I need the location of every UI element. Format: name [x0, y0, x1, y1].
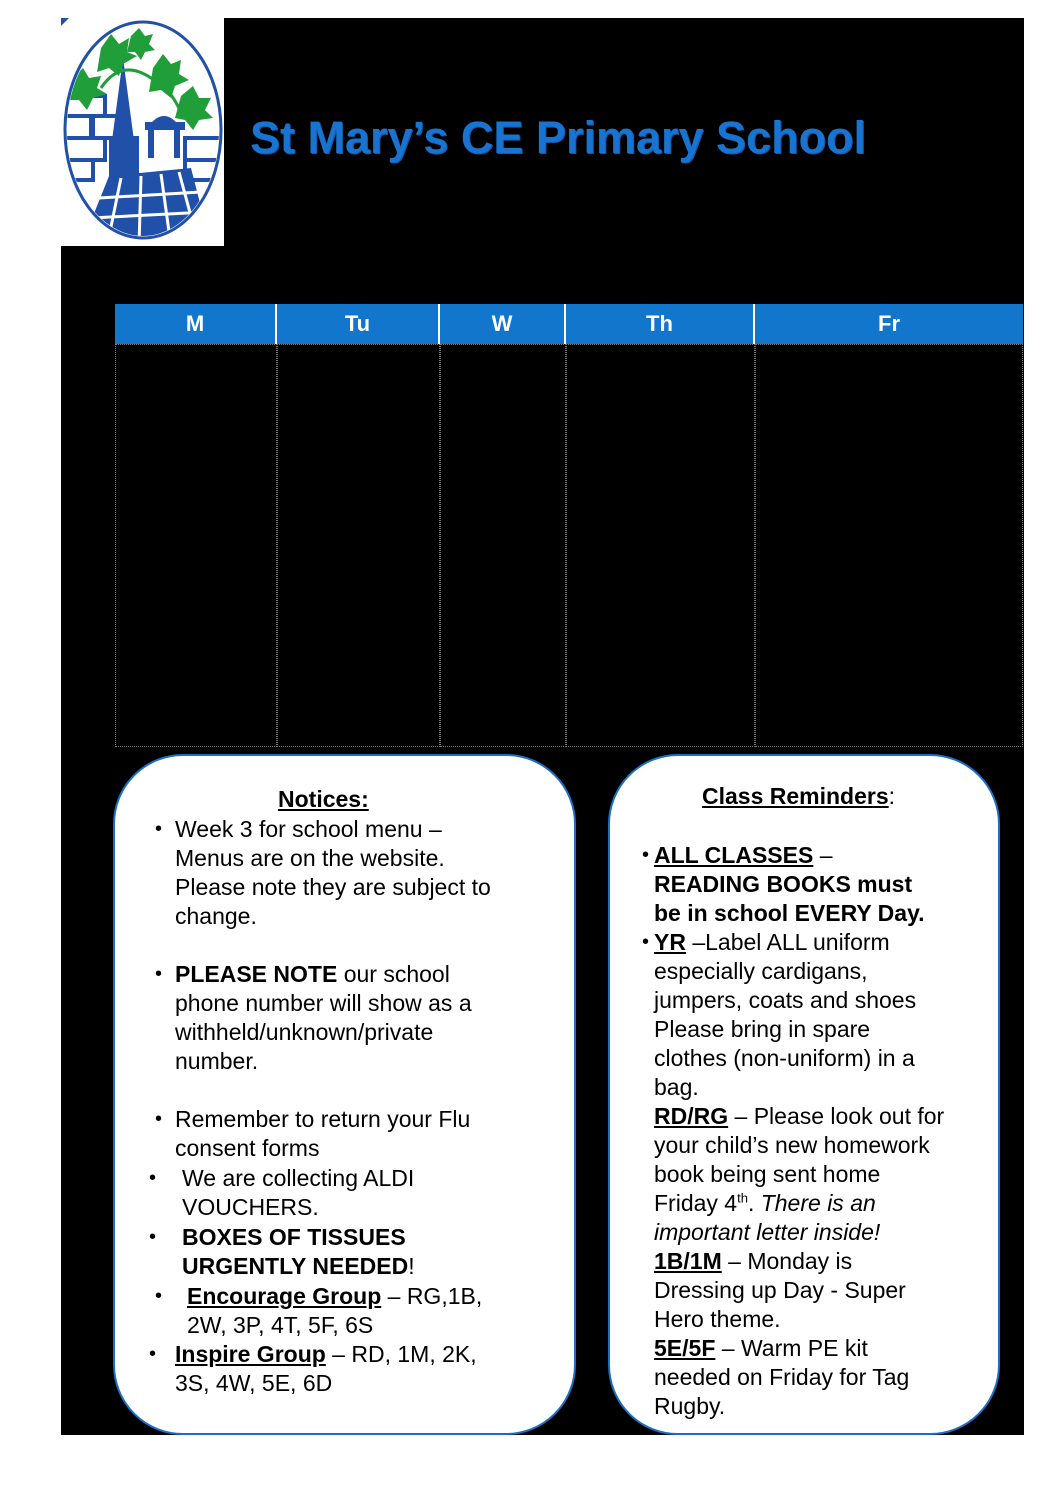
bullet-icon: • — [642, 844, 650, 866]
bullet-icon: • — [155, 1285, 163, 1307]
bullet-icon: • — [149, 1226, 157, 1248]
day-header-tuesday: Tu — [277, 304, 440, 344]
corner-mark-icon — [61, 18, 71, 28]
notice-inspire: Inspire Group – RD, 1M, 2K, 3S, 4W, 5E, 6D — [175, 1341, 477, 1396]
bullet-icon: • — [155, 818, 163, 840]
notice-tissues: BOXES OF TISSUES URGENTLY NEEDED! — [182, 1224, 415, 1279]
day-cell-friday — [755, 344, 1023, 747]
bullet-icon: • — [155, 1108, 163, 1130]
class-reminders-heading: Class Reminders: — [702, 783, 896, 809]
reminder-all-classes: ALL CLASSES – READING BOOKS must be in school EVERY Day. — [654, 842, 925, 926]
notice-menu: Week 3 for school menu – Menus are on the website. Please note they are subject to change. — [175, 816, 491, 929]
notices-heading: Notices: — [278, 786, 369, 812]
timetable-header — [115, 304, 1023, 344]
reminder-yr: YR –Label ALL uniform especially cardigans, jumpers, coats and shoes Please bring in spare clothes (non-uniform) in a bag. RD/RG – Please look out for your child’s new homework book being sent home Friday 4th. There is an important letter inside! 1B/1M – Monday is Dressing up Day - Super Hero theme. 5E/5F – Warm PE kit needed on Friday for Tag Rugby. — [654, 929, 945, 1419]
notices-panel — [113, 754, 576, 1435]
day-header-monday: M — [115, 304, 277, 344]
bullet-icon: • — [149, 1343, 157, 1365]
day-header-wednesday: W — [440, 304, 566, 344]
day-cell-tuesday — [277, 344, 440, 747]
notice-phone: PLEASE NOTE our school phone number will show as a withheld/unknown/private number. — [175, 961, 472, 1074]
class-reminders-panel — [608, 754, 1000, 1435]
bullet-icon: • — [149, 1167, 157, 1189]
notice-encourage: Encourage Group – RG,1B, 2W, 3P, 4T, 5F, 6S — [187, 1283, 483, 1338]
day-cell-monday — [115, 344, 277, 747]
bullet-icon: • — [155, 963, 163, 985]
notice-aldi: We are collecting ALDI VOUCHERS. — [182, 1165, 415, 1220]
bullet-icon: • — [642, 931, 650, 953]
day-header-thursday: Th — [566, 304, 755, 344]
day-cell-thursday — [566, 344, 755, 747]
day-header-friday: Fr — [755, 304, 1023, 344]
day-cell-wednesday — [440, 344, 566, 747]
school-crest-logo — [61, 18, 224, 246]
notice-flu: Remember to return your Flu consent forms — [175, 1106, 471, 1161]
crest-icon — [61, 18, 224, 246]
school-title: St Mary’s CE Primary School — [250, 112, 867, 163]
